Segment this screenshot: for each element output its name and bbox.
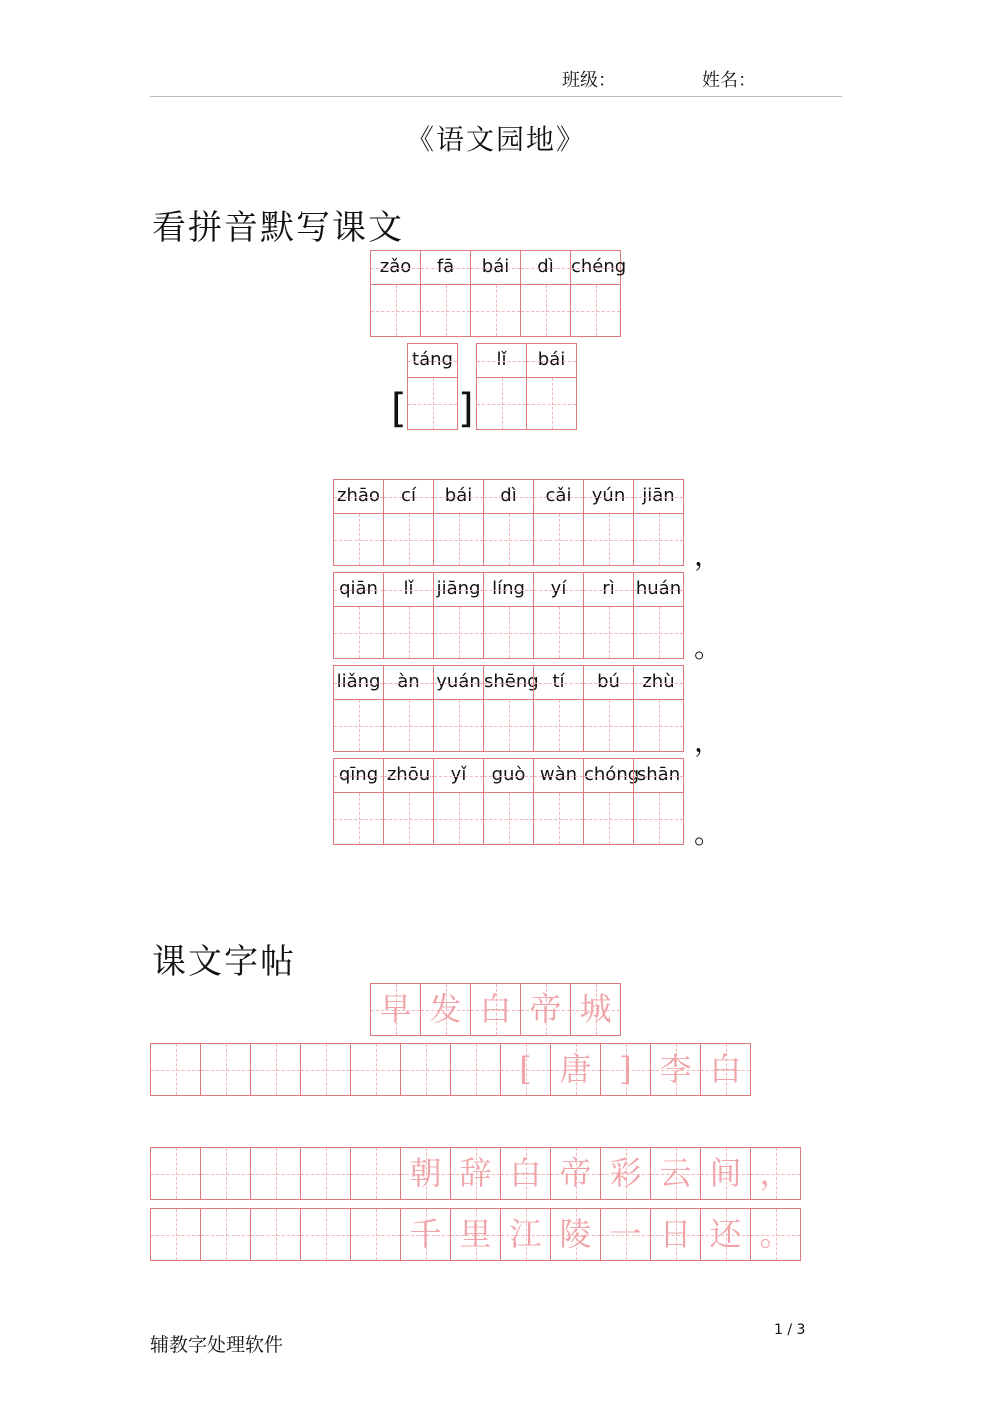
punctuation-mark: 。	[694, 817, 723, 850]
copybook-line-grid	[150, 1208, 801, 1261]
writing-cell[interactable]	[633, 572, 684, 659]
writing-cell[interactable]	[476, 343, 527, 430]
punctuation-mark: ，	[694, 725, 723, 758]
tracing-cell[interactable]	[250, 1208, 301, 1261]
writing-cell[interactable]	[470, 250, 521, 337]
tracing-char: ，	[759, 1154, 792, 1192]
tracing-cell[interactable]	[600, 1208, 651, 1261]
pinyin-label: huán	[634, 573, 683, 607]
tracing-cell[interactable]	[250, 1147, 301, 1200]
pinyin-label: qīng	[334, 759, 383, 793]
writing-cell[interactable]	[483, 665, 539, 752]
tracing-cell[interactable]	[300, 1043, 351, 1096]
tracing-char	[151, 1044, 200, 1095]
tracing-cell[interactable]	[200, 1043, 251, 1096]
tracing-cell[interactable]	[300, 1147, 351, 1200]
tracing-cell[interactable]	[400, 1208, 451, 1261]
tracing-cell[interactable]	[350, 1043, 401, 1096]
tracing-cell[interactable]	[150, 1208, 201, 1261]
tracing-cell[interactable]	[400, 1147, 451, 1200]
copybook-author-grid	[150, 1043, 751, 1096]
pinyin-label: zhù	[634, 666, 683, 700]
pinyin-label: tí	[534, 666, 583, 700]
tracing-cell[interactable]	[650, 1147, 701, 1200]
class-label: 班级：	[562, 70, 616, 91]
writing-cell[interactable]	[433, 758, 484, 845]
pinyin-label: zǎo	[371, 251, 420, 285]
header-divider	[150, 96, 842, 97]
writing-cell[interactable]	[633, 665, 684, 752]
pinyin-label: zhōu	[384, 759, 433, 793]
title-pinyin-grid	[370, 250, 627, 337]
tracing-char	[451, 1044, 500, 1095]
tracing-char: 还	[709, 1215, 742, 1253]
pinyin-label: wàn	[534, 759, 583, 793]
tracing-char: 发	[429, 990, 462, 1028]
tracing-cell[interactable]	[250, 1043, 301, 1096]
writing-cell[interactable]	[383, 572, 434, 659]
pinyin-label: cǎi	[534, 480, 583, 514]
tracing-char: 早	[379, 990, 412, 1028]
tracing-cell[interactable]	[450, 1208, 501, 1261]
tracing-cell[interactable]	[600, 1043, 651, 1096]
writing-cell[interactable]	[433, 479, 484, 566]
writing-cell[interactable]	[520, 250, 571, 337]
tracing-char: 李	[659, 1050, 692, 1088]
copybook-title-grid	[370, 983, 621, 1036]
writing-cell[interactable]	[633, 479, 684, 566]
pinyin-label: chóng	[584, 759, 633, 793]
writing-cell[interactable]	[583, 758, 640, 845]
tracing-char	[301, 1209, 350, 1260]
writing-cell[interactable]	[383, 479, 434, 566]
pinyin-label: shēng	[484, 666, 533, 700]
tracing-char	[351, 1148, 400, 1199]
tracing-cell[interactable]	[500, 1147, 551, 1200]
tracing-cell[interactable]	[450, 1147, 501, 1200]
poem-line-grid	[333, 572, 684, 659]
tracing-char: 陵	[559, 1215, 592, 1253]
tracing-cell[interactable]	[550, 1147, 601, 1200]
tracing-char: 。	[759, 1215, 792, 1253]
writing-cell[interactable]	[333, 665, 384, 752]
tracing-char: 朝	[409, 1154, 442, 1192]
section-heading-copybook: 课文字帖	[152, 942, 296, 982]
writing-cell[interactable]	[483, 479, 534, 566]
writing-cell[interactable]	[526, 343, 577, 430]
writing-cell[interactable]	[433, 572, 484, 659]
pinyin-label: cí	[384, 480, 433, 514]
tracing-char	[401, 1044, 450, 1095]
writing-cell[interactable]	[633, 758, 684, 845]
tracing-cell[interactable]	[550, 1208, 601, 1261]
bracket-left: [	[391, 386, 407, 432]
tracing-char: 唐	[559, 1050, 592, 1088]
tracing-char	[151, 1148, 200, 1199]
tracing-cell[interactable]	[500, 1208, 551, 1261]
bracket-right: ]	[458, 386, 474, 432]
copybook-line-grid	[150, 1147, 801, 1200]
tracing-cell[interactable]	[350, 1147, 401, 1200]
pinyin-label: bái	[434, 480, 483, 514]
tracing-cell[interactable]	[550, 1043, 601, 1096]
writing-cell[interactable]	[420, 250, 471, 337]
tracing-char: 白	[509, 1154, 542, 1192]
section-heading-dictation: 看拼音默写课文	[152, 208, 404, 248]
tracing-char	[351, 1209, 400, 1260]
dynasty-pinyin-grid	[407, 343, 458, 430]
tracing-char	[251, 1209, 300, 1260]
tracing-cell[interactable]	[200, 1147, 251, 1200]
tracing-char: 彩	[609, 1154, 642, 1192]
pinyin-label: táng	[408, 344, 457, 378]
pinyin-label: rì	[584, 573, 633, 607]
tracing-char	[251, 1044, 300, 1095]
pinyin-label: bái	[527, 344, 576, 378]
tracing-cell[interactable]	[700, 1147, 751, 1200]
tracing-char: ]	[619, 1050, 632, 1088]
poem-line-grid	[333, 479, 684, 566]
tracing-char: 帝	[559, 1154, 592, 1192]
writing-cell[interactable]	[570, 250, 627, 337]
tracing-cell[interactable]	[700, 1043, 751, 1096]
pinyin-label: qiān	[334, 573, 383, 607]
tracing-cell[interactable]	[650, 1043, 701, 1096]
pinyin-label: dì	[484, 480, 533, 514]
pinyin-label: shān	[634, 759, 683, 793]
footer-software-name: 辅教字处理软件	[150, 1334, 284, 1356]
tracing-char	[301, 1148, 350, 1199]
tracing-char: 云	[659, 1154, 692, 1192]
tracing-cell[interactable]	[150, 1043, 201, 1096]
writing-cell[interactable]	[533, 758, 584, 845]
tracing-cell[interactable]	[520, 983, 571, 1036]
tracing-char: 辞	[459, 1154, 492, 1192]
tracing-cell[interactable]	[750, 1147, 801, 1200]
pinyin-label: yún	[584, 480, 633, 514]
tracing-char	[351, 1044, 400, 1095]
tracing-cell[interactable]	[300, 1208, 351, 1261]
tracing-cell[interactable]	[500, 1043, 551, 1096]
author-pinyin-grid	[476, 343, 577, 430]
pinyin-label: lǐ	[384, 573, 433, 607]
poem-line-grid	[333, 758, 684, 845]
writing-cell[interactable]	[533, 665, 584, 752]
tracing-cell[interactable]	[200, 1208, 251, 1261]
pinyin-label: yǐ	[434, 759, 483, 793]
pinyin-label: lǐ	[477, 344, 526, 378]
writing-cell[interactable]	[483, 572, 534, 659]
tracing-cell[interactable]	[400, 1043, 451, 1096]
punctuation-mark: 。	[694, 631, 723, 664]
pinyin-label: jiān	[634, 480, 683, 514]
writing-cell[interactable]	[370, 250, 421, 337]
pinyin-label: fā	[421, 251, 470, 285]
pinyin-label: liǎng	[334, 666, 383, 700]
tracing-char	[201, 1148, 250, 1199]
page-number: 1 / 3	[774, 1322, 806, 1338]
tracing-char: 间	[709, 1154, 742, 1192]
document-title: 《语文园地》	[405, 123, 586, 156]
pinyin-label: yuán	[434, 666, 483, 700]
tracing-char	[301, 1044, 350, 1095]
pinyin-label: àn	[384, 666, 433, 700]
writing-cell[interactable]	[383, 665, 434, 752]
poem-line-grid	[333, 665, 684, 752]
tracing-char: 江	[509, 1215, 542, 1253]
writing-cell[interactable]	[333, 479, 384, 566]
tracing-cell[interactable]	[350, 1208, 401, 1261]
tracing-char: 千	[409, 1215, 442, 1253]
tracing-cell[interactable]	[420, 983, 471, 1036]
writing-cell[interactable]	[333, 758, 384, 845]
tracing-char: 帝	[529, 990, 562, 1028]
pinyin-label: chéng	[571, 251, 620, 285]
tracing-char: 城	[579, 990, 612, 1028]
pinyin-label: bái	[471, 251, 520, 285]
tracing-char: 日	[659, 1215, 692, 1253]
tracing-cell[interactable]	[570, 983, 621, 1036]
tracing-char	[151, 1209, 200, 1260]
pinyin-label: jiāng	[434, 573, 483, 607]
tracing-char	[201, 1044, 250, 1095]
tracing-char: 一	[609, 1215, 642, 1253]
tracing-cell[interactable]	[370, 983, 421, 1036]
name-label: 姓名：	[702, 70, 756, 91]
tracing-char: 白	[709, 1050, 742, 1088]
pinyin-label: zhāo	[334, 480, 383, 514]
tracing-cell[interactable]	[150, 1147, 201, 1200]
pinyin-label: líng	[484, 573, 533, 607]
writing-cell[interactable]	[333, 572, 384, 659]
tracing-char	[201, 1209, 250, 1260]
punctuation-mark: ，	[694, 539, 723, 572]
writing-cell[interactable]	[533, 572, 584, 659]
tracing-cell[interactable]	[450, 1043, 501, 1096]
writing-cell[interactable]	[483, 758, 534, 845]
tracing-cell[interactable]	[750, 1208, 801, 1261]
tracing-char: 里	[459, 1215, 492, 1253]
writing-cell[interactable]	[533, 479, 584, 566]
pinyin-label: dì	[521, 251, 570, 285]
tracing-char: [	[519, 1050, 532, 1088]
writing-cell[interactable]	[407, 343, 458, 430]
tracing-cell[interactable]	[700, 1208, 751, 1261]
tracing-char	[251, 1148, 300, 1199]
tracing-cell[interactable]	[470, 983, 521, 1036]
writing-cell[interactable]	[583, 665, 634, 752]
tracing-cell[interactable]	[650, 1208, 701, 1261]
writing-cell[interactable]	[583, 572, 634, 659]
tracing-char: 白	[479, 990, 512, 1028]
tracing-cell[interactable]	[600, 1147, 651, 1200]
writing-cell[interactable]	[583, 479, 634, 566]
pinyin-label: guò	[484, 759, 533, 793]
writing-cell[interactable]	[383, 758, 434, 845]
pinyin-label: yí	[534, 573, 583, 607]
writing-cell[interactable]	[433, 665, 484, 752]
pinyin-label: bú	[584, 666, 633, 700]
